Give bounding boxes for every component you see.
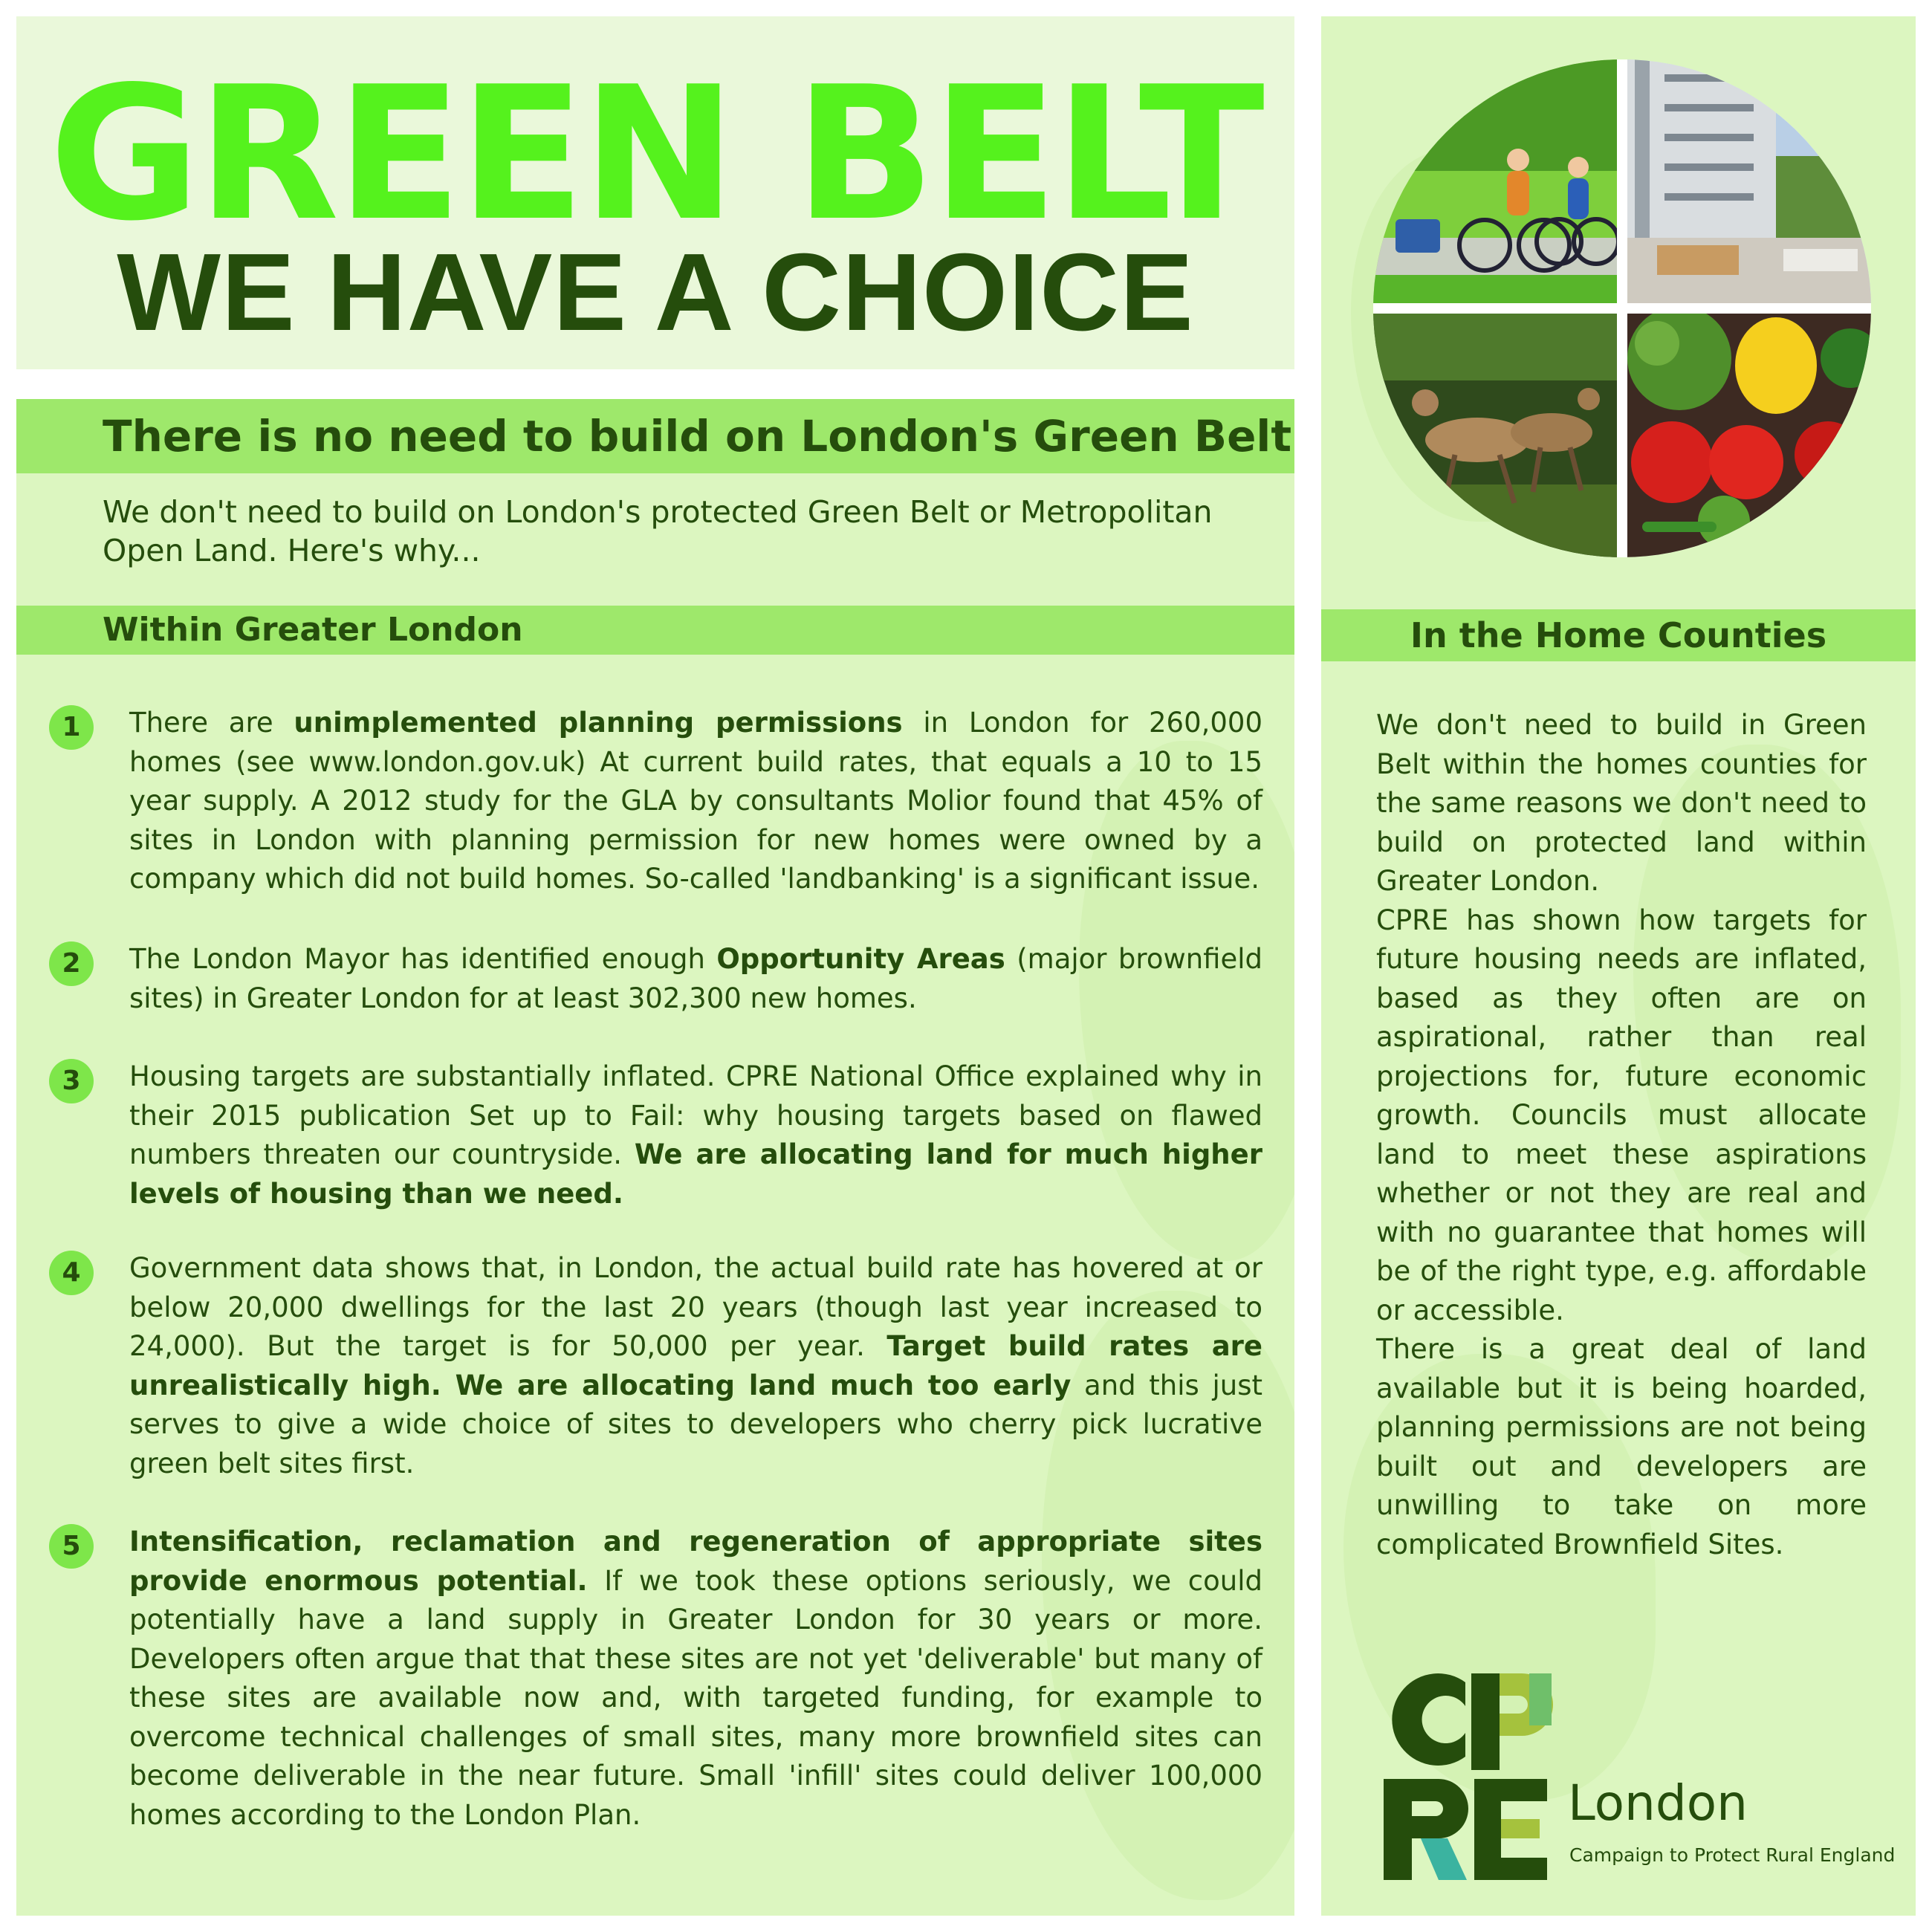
body-text: (major brownfield sites) in Greater London for at least 302,300 new homes. [129,943,1263,1014]
point-number-badge: 3 [49,1059,94,1103]
point-text [129,1249,1262,1483]
body-text: and this just serves to give a wide choice of sites to developers who cherry pick lucrative green belt sites first. [129,1369,1262,1479]
point-number-badge: 1 [49,705,94,750]
point-text [129,940,1262,1018]
intro-text: We don't need to build on London's protected Green Belt or Metropolitan Open Land. Here's why... [103,494,1213,568]
vegetables-photo [1627,314,1871,557]
deer-photo [1373,314,1617,557]
point-text [129,1523,1262,1835]
point-number-badge: 2 [49,941,94,986]
section-heading-band [1321,609,1916,661]
poster-title: GREEN BELT [49,48,1262,262]
body-text: Housing targets are substantially inflated. CPRE National Office explained why in their 2015 publication Set up to Fail: why housing targets based on flawed numbers threaten our countryside. [129,1060,1262,1170]
home-counties-panel [1321,16,1916,1916]
cyclists-photo [1373,59,1617,303]
title-panel [16,16,1294,369]
logo-tagline: Campaign to Protect Rural England [1569,1844,1896,1866]
body-text: Government data shows that, in London, the actual build rate has hovered at or below 20,000 dwellings for the last 20 years (though last year increased to 24,000). But the target is for 50,000 per year. [129,1252,1262,1362]
point-text [129,1057,1262,1213]
emphasis-text: unimplemented planning permissions [294,707,903,739]
photo-collage [1373,59,1871,557]
headline: There is no need to build on London's Green Belt [103,411,1292,461]
body-text: There are [129,707,294,739]
section-heading: Within Greater London [103,611,523,649]
collage-divider [1373,303,1871,314]
paragraph: We don't need to build in Green Belt within the homes counties for the same reasons we don't need to build on protected land within Greater London. [1376,709,1867,897]
point-text [129,704,1262,899]
paragraph: CPRE has shown how targets for future housing needs are inflated, based as they often are on aspirational, rather than real projections for, future economic growth. Councils must allocate land to meet these aspirations whether or not they are real and with no guarantee that homes will be of the right type, e.g. affordable or accessible. [1376,904,1867,1326]
emphasis-text: Opportunity Areas [716,943,1005,975]
cpre-logo [1376,1666,1555,1889]
paragraph: There is a great deal of land available but it is being hoarded, planning permissions are not being built out and developers are unwilling to take on more complicated Brownfield Sites. [1376,1333,1867,1560]
apartments-photo [1627,59,1871,303]
emphasis-text: Intensification, reclamation and regeneration of appropriate sites provide enormous potential. [129,1526,1262,1597]
body-text: in London for 260,000 homes (see www.london.gov.uk) At current build rates, that equals a 10 to 15 year supply. A 2012 study for the GLA by consultants Molior found that 45% of sites in London with planning permission for new homes were owned by a company which did not build homes. So-called 'landbanking' is a significant issue. [129,707,1262,895]
body-text: If we took these options seriously, we could potentially have a land supply in Greater London for 30 years or more. Developers often argue that that these sites are not yet 'deliverable' but many of these sites are available now and, with targeted funding, for example to overcome technical challenges of small sites, many more brownfield sites can become deliverable in the near future. Small 'infill' sites could deliver 100,000 homes according to the London Plan. [129,1564,1262,1831]
logo-city: London [1568,1774,1748,1832]
section-heading: In the Home Counties [1410,615,1827,655]
emphasis-text: We are allocating land for much higher levels of housing than we need. [129,1138,1262,1210]
point-number-badge: 5 [49,1524,94,1569]
point-number-badge: 4 [49,1251,94,1295]
headline-band [16,399,1294,473]
poster-subtitle: WE HAVE A CHOICE [117,231,1194,354]
section-heading-band [16,606,1294,655]
body-text: The London Mayor has identified enough [129,943,717,975]
home-counties-text [1376,706,1867,1564]
emphasis-text: Target build rates are unrealistically high. We are allocating land much too early [129,1330,1263,1401]
greater-london-panel [16,399,1294,1916]
